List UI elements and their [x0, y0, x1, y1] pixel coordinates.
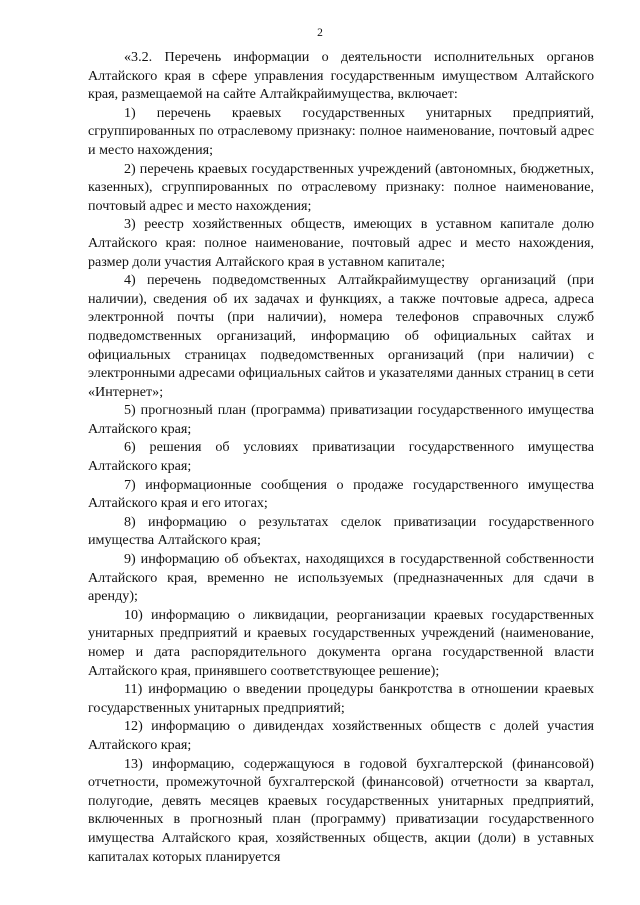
list-item-3: 3) реестр хозяйственных обществ, имеющих в уставном капитале долю Алтайского края: полное наименование, почтовый адрес и место нахождения, размер доли участия Алтайского края в уставном капитале; [88, 216, 594, 270]
page-number: 2 [317, 27, 323, 39]
list-item-10: 10) информацию о ликвидации, реорганизации краевых государственных унитарных предприятий и краевых государственных учреждений (наименование, номер и дата распорядительного документа органа государственной власти Алтайского края, принявшего соответствующее решение); [88, 606, 594, 679]
list-item-13: 13) информацию, содержащуюся в годовой бухгалтерской (финансовой) отчетности, промежуточной бухгалтерской (финансовой) отчетности за квартал, полугодие, девять месяцев краевых государственных унитарных предприятий, включенных в прогнозный план (программу) приватизации государственного имущества Алтайского края, хозяйственных обществ, акции (доли) в уставных капиталах которых планируется [88, 755, 594, 865]
section-intro-paragraph: «3.2. Перечень информации о деятельности исполнительных органов Алтайского края в сфере управления государственным имуществом Алтайского края, размещаемой на сайте Алтайкрайимущества, включает: [88, 49, 594, 103]
list-item-12: 12) информацию о дивидендах хозяйственных обществ с долей участия Алтайского края; [88, 718, 594, 753]
list-item-7: 7) информационные сообщения о продаже государственного имущества Алтайского края и его итогах; [88, 476, 594, 512]
list-item-8: 8) информацию о результатах сделок приватизации государственного имущества Алтайского края; [88, 513, 594, 549]
list-item-4: 4) перечень подведомственных Алтайкрайимуществу организаций (при наличии), сведения об их задачах и функциях, а также почтовые адреса, адреса электронной почты (при наличии), номера телефонов справочных служб подведомственных организаций, информацию об официальных сайтах и официальных страницах подведомственных организаций (при наличии) с электронными адресами официальных сайтов и указателями данных страниц в сети «Интернет»; [88, 272, 594, 400]
list-item-5: 5) прогнозный план (программа) приватизации государственного имущества Алтайского края; [88, 402, 594, 437]
list-item-6: 6) решения об условиях приватизации государственного имущества Алтайского края; [88, 439, 594, 475]
list-item-9: 9) информацию об объектах, находящихся в государственной собственности Алтайского края, временно не используемых (предназначенных для сдачи в аренду); [88, 551, 594, 605]
list-item-11: 11) информацию о введении процедуры банкротства в отношении краевых государственных унитарных предприятий; [88, 681, 594, 716]
document-body [88, 48, 594, 866]
list-item-1: 1) перечень краевых государственных унитарных предприятий, сгруппированных по отраслевому признаку: полное наименование, почтовый адрес и место нахождения; [88, 104, 594, 158]
list-item-2: 2) перечень краевых государственных учреждений (автономных, бюджетных, казенных), сгруппированных по отраслевому признаку: полное наименование, почтовый адрес и место нахождения; [88, 160, 594, 214]
